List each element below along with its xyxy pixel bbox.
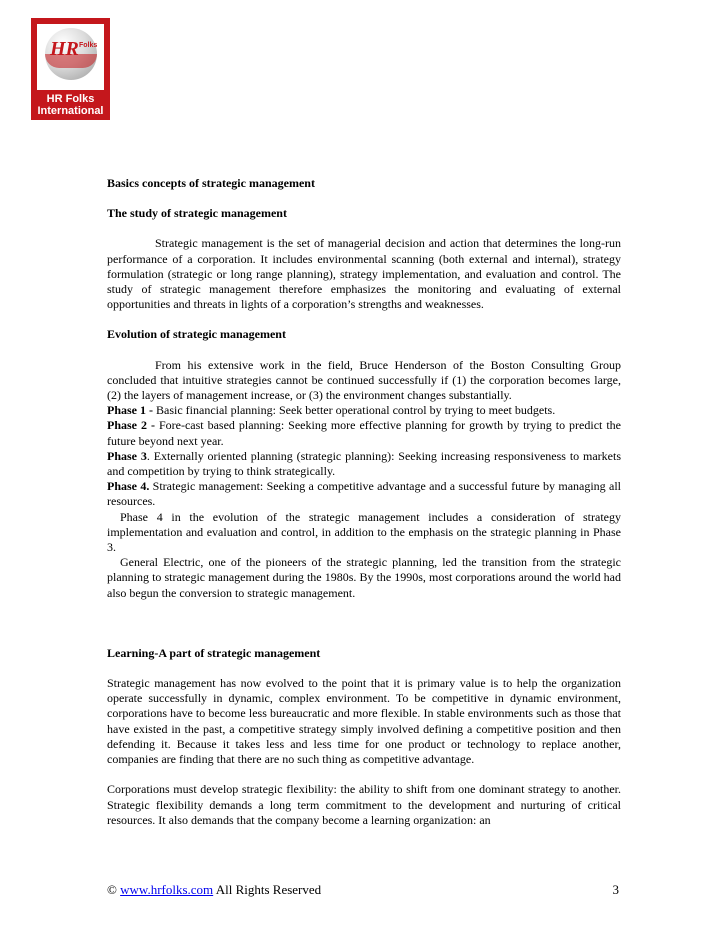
page-number: 3 (612, 882, 619, 897)
page-footer (107, 882, 621, 898)
paragraph-phase4: Phase 4 in the evolution of the strategic management includes a consideration of strategy implementation and evaluation and control, in addition to the emphasis on the strategic planning in Phase 3. (107, 509, 621, 555)
hr-folks-logo (31, 18, 110, 120)
phase-item: Phase 3. Externally oriented planning (strategic planning): Seeking increasing responsiveness to markets and competition by trying to think strategically. (107, 448, 621, 479)
section-heading-learning: Learning-A part of strategic management (107, 645, 321, 660)
phase-item: Phase 4. Strategic management: Seeking a competitive advantage and a successful future by managing all resources. (107, 479, 621, 509)
phase-item: Phase 2 - Fore-cast based planning: Seeking more effective planning for growth by trying to predict the future beyond next year. (107, 418, 622, 448)
website-link[interactable]: www.hrfolks.com (120, 882, 214, 897)
paragraph-study: Strategic management is the set of managerial decision and action that determines the long-run performance of a corporation. It includes environmental scanning (both external and internal), strategy formulation (strategic or long range planning), strategy implementation, and evaluation and control. The study of strategic management therefore emphasizes the monitoring and evaluating of external opportunities and threats in lights of a corporation’s strengths and weaknesses. (107, 236, 621, 312)
logo-wordmark: HR Folks International (37, 93, 104, 117)
paragraph-general-electric: General Electric, one of the pioneers of the strategic planning, led the transition from the strategic planning to strategic management during the 1980s. By the 1990s, most corporations around the world had also begun the conversion to strategic management. (107, 555, 621, 600)
paragraph-evolution-intro: From his extensive work in the field, Bruce Henderson of the Boston Consulting Group concluded that intuitive strategies cannot be continued successfully if (1) the corporation becomes large, (2) the layers of management increase, or (3) the environment changes substantially. (107, 357, 621, 403)
copyright-symbol: © (107, 882, 117, 897)
document-title: Basics concepts of strategic management (107, 176, 315, 190)
rights-text: All Rights Reserved (213, 882, 322, 897)
paragraph-learning-1: Strategic management has now evolved to the point that it is primary value is to help the organization operate successfully in dynamic, complex environment. To be competitive in dynamic environment, corporations have to become less bureaucratic and more flexible. In stable environments such as those that have existed in the past, a competitive strategy simply involved defining a competitive position and then defending it. Because it takes less and less time for one product or technology to replace another, companies are finding that there are no such thing as competitive advantage. (107, 676, 621, 767)
paragraph-learning-2: Corporations must develop strategic flexibility: the ability to shift from one dominant strategy to another. Strategic flexibility demands a long term commitment to the development and nurturing of critical resources. It also demands that the company become a learning organization: an (107, 782, 621, 827)
logo-emblem: HR Folks (37, 24, 104, 90)
section-heading-evolution: Evolution of strategic management (107, 327, 286, 342)
phase-item: Phase 1 - Basic financial planning: Seek better operational control by trying to meet budgets. (107, 403, 556, 418)
section-heading-study: The study of strategic management (107, 206, 287, 221)
document-body (107, 176, 621, 828)
